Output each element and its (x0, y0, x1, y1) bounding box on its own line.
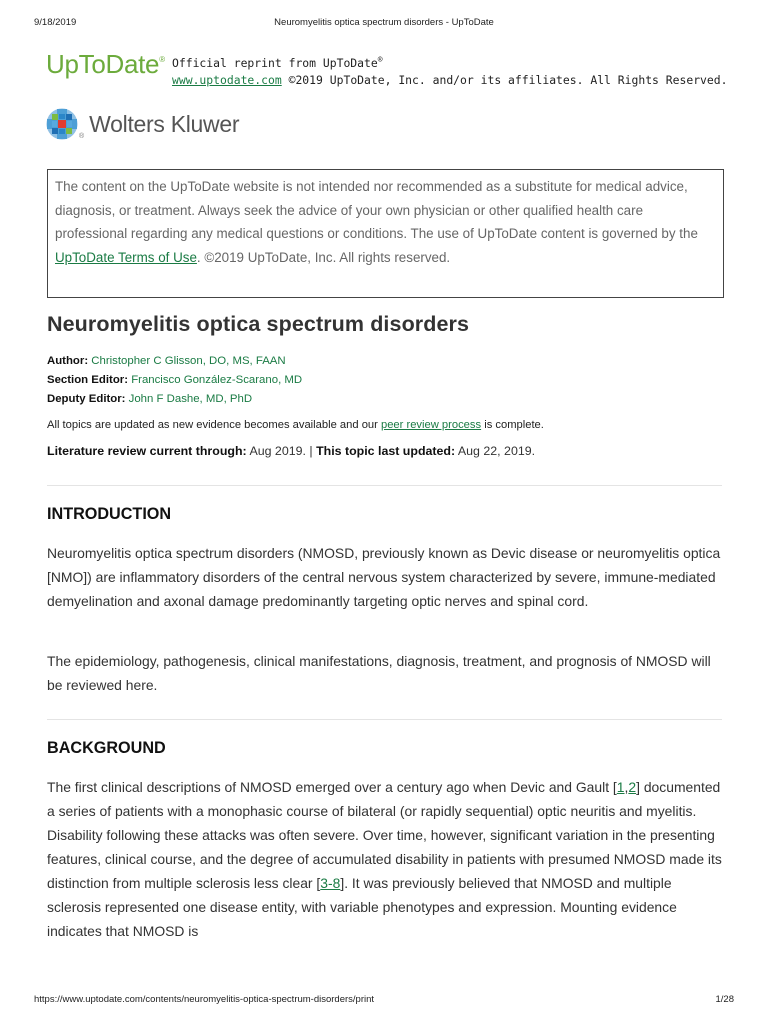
author-link[interactable]: Christopher C Glisson, DO, MS, FAAN (91, 355, 286, 367)
introduction-heading: INTRODUCTION (47, 505, 172, 523)
publisher-name: Wolters Kluwer (89, 110, 240, 137)
last-updated-value: Aug 22, 2019. (457, 444, 536, 458)
uptodate-logo[interactable] (46, 49, 165, 80)
background-text-c: ]. It was previously believed that NMOSD and multiple sclerosis represented one disease entity, with variable phenotypes and expression. Mounting evidence indicates that NMOSD is (47, 875, 677, 939)
reference-link-1[interactable]: 1 (616, 779, 625, 795)
reference-link-2[interactable]: 2 (628, 779, 637, 795)
section-divider (47, 719, 722, 720)
update-note-text: All topics are updated as new evidence becomes available and our (47, 419, 381, 431)
update-note (47, 419, 544, 431)
page-number: 1/28 (715, 994, 734, 1005)
reprint-notice (172, 51, 728, 89)
terms-of-use-link[interactable]: UpToDate Terms of Use (55, 250, 197, 266)
background-text-a: The first clinical descriptions of NMOSD emerged over a century ago when Devic and Gault [ (47, 779, 617, 795)
background-paragraph-1 (47, 775, 723, 943)
background-heading: BACKGROUND (47, 739, 166, 757)
lit-review-separator: | (309, 444, 313, 458)
section-editor-link[interactable]: Francisco González-Scarano, MD (131, 374, 303, 386)
section-divider (47, 485, 722, 486)
uptodate-logo-text: UpToDate (46, 49, 160, 79)
introduction-paragraph-1: Neuromyelitis optica spectrum disorders (NMOSD, previously known as Devic disease or neuromyelitis optica [NMO]) are inflammatory disorders of the central nervous system characterized by severe, immune-mediated demyelination and axonal damage predominantly targeting optic nerves and spinal cord. (47, 545, 721, 609)
peer-review-link[interactable]: peer review process (380, 419, 482, 431)
wolters-kluwer-mark-icon (46, 108, 78, 140)
registered-mark: ® (159, 55, 165, 64)
print-url: https://www.uptodate.com/contents/neuromyelitis-optica-spectrum-disorders/print (34, 994, 375, 1005)
print-date: 9/18/2019 (34, 17, 77, 28)
reprint-registered-mark: ® (377, 55, 383, 64)
background-text-b: ] documented a series of patients with a monophasic course of bilateral (or rapidly sequential) optic neuritis and myelitis. Disability following these attacks was often severe. Over time, however, significant variation in the presenting features, clinical course, and the degree of accumulated disability in patients with presumed NMOSD made its distinction from multiple sclerosis less clear [ (47, 779, 722, 891)
last-updated-label: This topic last updated: (316, 444, 456, 458)
disclaimer-rights: . ©2019 UpToDate, Inc. All rights reserved. (196, 250, 451, 266)
reference-separator: , (624, 779, 629, 795)
deputy-editor-line (47, 393, 252, 405)
section-editor-line (47, 374, 302, 386)
author-line (47, 355, 286, 367)
lit-review-value: Aug 2019. (249, 444, 306, 458)
deputy-editor-link[interactable]: John F Dashe, MD, PhD (128, 393, 253, 405)
deputy-editor-label: Deputy Editor: (47, 393, 126, 405)
lit-review-label: Literature review current through: (47, 444, 247, 458)
print-page-title: Neuromyelitis optica spectrum disorders - UpToDate (274, 17, 494, 28)
reference-link-3-8[interactable]: 3-8 (320, 875, 341, 891)
wolters-kluwer-logo (46, 108, 239, 140)
page-title: Neuromyelitis optica spectrum disorders (47, 312, 470, 336)
publisher-registered-mark: ® (79, 133, 85, 140)
literature-review-line (47, 444, 535, 458)
section-editor-label: Section Editor: (47, 374, 129, 386)
reprint-line: Official reprint from UpToDate (172, 55, 378, 70)
author-label: Author: (47, 355, 89, 367)
update-note-end: is complete. (481, 419, 544, 431)
disclaimer-text: The content on the UpToDate website is not intended nor recommended as a substitute for medical advice, diagnosis, or treatment. Always seek the advice of your own physician or other qualified health care professional regarding any medical questions or conditions. The use of UpToDate content is governed by the (55, 179, 698, 242)
uptodate-site-link[interactable]: www.uptodate.com (172, 72, 282, 87)
disclaimer-box (47, 169, 724, 298)
introduction-paragraph-2: The epidemiology, pathogenesis, clinical manifestations, diagnosis, treatment, and prognosis of NMOSD will be reviewed here. (47, 653, 711, 693)
copyright-text: ©2019 UpToDate, Inc. and/or its affiliates. All Rights Reserved. (288, 72, 728, 87)
